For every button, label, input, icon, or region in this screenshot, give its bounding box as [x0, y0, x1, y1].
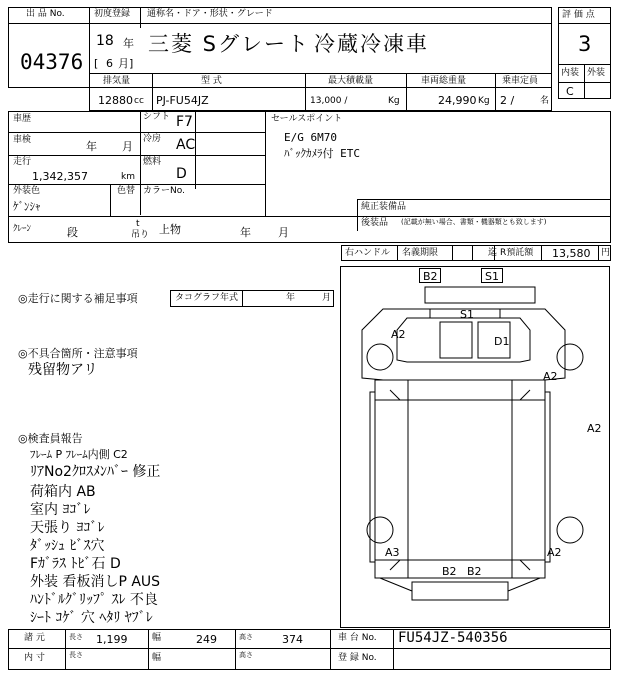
report-line-3: 荷箱内 AB [30, 484, 96, 500]
inspection-year-unit: 年 [86, 140, 97, 153]
shift-label: シフト [143, 112, 171, 122]
interior-dims-label: 内 寸 [24, 653, 45, 663]
inspection-month-unit: 月 [122, 140, 133, 153]
inspector-title: ◎検査員報告 [18, 432, 83, 445]
reg-year-unit: 年 [123, 37, 134, 50]
chassis-label: 車 台 No. [338, 633, 377, 643]
crane-label: ｸﾚｰﾝ [13, 224, 32, 234]
mileage-unit: km [121, 172, 135, 182]
loadcap-label: 最大積載量 [328, 76, 374, 86]
width-value: 249 [196, 633, 217, 646]
aftermarket-note: (記載が無い場合、書類・機器類とも致します) [401, 218, 547, 226]
first-reg-label: 初度登録 [94, 9, 131, 19]
recycle-label: R預託額 [500, 248, 534, 258]
name-label: 通称名・ドア・形状・グレード [147, 9, 273, 19]
damage-mark-a2-right-body: A2 [587, 422, 602, 435]
dims-label: 諸 元 [24, 633, 45, 643]
damage-mark-a2-right-rear: A2 [547, 546, 562, 559]
report-line-1: ﾌﾚｰﾑ P ﾌﾚｰﾑ内側 C2 [30, 448, 128, 461]
crane-joubou: 上物 [159, 223, 181, 236]
reg-month-open: [ [94, 57, 99, 70]
yen-unit: 円 [601, 248, 611, 258]
sales-line-1: E/G 6M70 [284, 131, 337, 144]
report-line-9: ﾊﾝﾄﾞﾙｸﾞﾘｯﾌﾟ ｽﾚ 不良 [30, 592, 158, 608]
sales-line-2: ﾊﾞｯｸｶﾒﾗ付 ETC [284, 147, 360, 160]
width-label: 幅 [152, 633, 162, 643]
ac-value: AC [176, 137, 196, 153]
damage-mark-a2-right-front: A2 [543, 370, 558, 383]
mileage-value: 1,342,357 [32, 170, 88, 183]
length-value: 1,199 [96, 633, 128, 646]
damage-mark-s1-cab: S1 [460, 308, 474, 321]
gvw-value: 24,990 [438, 94, 477, 107]
interior-length-label: 長さ [69, 651, 83, 659]
inspection-label: 車検 [13, 135, 32, 145]
chassis-number: FU54JZ-540356 [398, 630, 508, 646]
capacity-value: 2 / [500, 94, 515, 107]
report-line-6: ﾀﾞｯｼｭ ﾋﾞｽ穴 [30, 538, 105, 554]
drive-notes-title: ◎走行に関する補足事項 [18, 292, 138, 305]
report-line-8: 外装 看板消しP AUS [30, 574, 161, 590]
aftermarket-label: 後装品 [361, 218, 389, 228]
body-type: 冷蔵冷凍車 [314, 32, 429, 56]
exterior-label: 外装 [587, 68, 606, 78]
report-line-2: ﾘｱNo2ｸﾛｽﾒﾝﾊﾞｰ 修正 [30, 464, 161, 480]
shift-value: F7 [176, 114, 193, 130]
color-change-label: 色替 [117, 186, 136, 196]
crane-dan: 段 [67, 226, 78, 239]
height-value: 374 [282, 633, 303, 646]
model-label: 型 式 [201, 76, 222, 86]
interior-grade: C [566, 85, 574, 98]
gvw-label: 車両総重量 [421, 76, 467, 86]
displacement-label: 排気量 [103, 76, 131, 86]
lot-number: 04376 [20, 50, 84, 74]
tacho-month-unit: 月 [322, 293, 332, 303]
genuine-equip-label: 純正装備品 [361, 202, 407, 212]
fuel-label: 燃料 [143, 157, 162, 167]
tacho-label: タコグラフ年式 [175, 293, 239, 303]
displacement-unit: cc [134, 96, 144, 106]
damage-mark-s1-top: S1 [485, 270, 499, 283]
ext-color-value: ｹﾞﾝｼｬ [13, 200, 41, 213]
reg-year: 18 [96, 33, 114, 49]
crane-ton: t [136, 219, 140, 229]
capacity-label: 乗車定員 [502, 76, 539, 86]
height-label: 高さ [239, 633, 253, 641]
damage-mark-b2-rear-left: B2 [442, 565, 457, 578]
recycle-amount: 13,580 [552, 247, 591, 260]
damage-mark-b2-rear-right: B2 [467, 565, 482, 578]
report-line-4: 室内 ﾖｺﾞﾚ [30, 502, 91, 518]
interior-height-label: 高さ [239, 651, 253, 659]
name-change-label: 名義期限 [402, 248, 439, 258]
loadcap-unit: Kg [388, 96, 400, 106]
registration-label: 登 録 No. [338, 653, 377, 663]
ac-label: 冷房 [143, 134, 162, 144]
damage-mark-a2-left-cab: A2 [391, 328, 406, 341]
displacement-value: 12880 [98, 94, 133, 107]
deadline-suffix: 迄 [488, 248, 498, 258]
length-label: 長さ [69, 633, 83, 641]
reg-month: 6 [106, 57, 113, 70]
interior-width-label: 幅 [152, 653, 162, 663]
sales-point-label: セールスポイント [271, 114, 343, 124]
score-label: 評 価 点 [562, 10, 595, 20]
interior-label: 内装 [561, 68, 580, 78]
lot-label: 出 品 No. [26, 9, 65, 19]
damage-mark-a3-left-rear: A3 [385, 546, 400, 559]
capacity-unit: 名 [540, 96, 550, 106]
rhd-flag: 右ハンドル [345, 248, 391, 258]
vehicle-name: 三菱 Sグレート [148, 32, 311, 56]
color-code-label: カラーNo. [143, 186, 185, 196]
history-label: 車歴 [13, 114, 32, 124]
score-value: 3 [578, 32, 592, 56]
mileage-label: 走行 [13, 157, 32, 167]
ext-color-label: 外装色 [13, 186, 41, 196]
crane-tsuri: 吊り [131, 230, 150, 240]
report-line-5: 天張り ﾖｺﾞﾚ [30, 520, 105, 536]
crane-month-unit: 月 [278, 226, 289, 239]
report-line-7: Fｶﾞﾗｽ ﾄﾋﾞ石 D [30, 556, 121, 572]
loadcap-value: 13,000 / [310, 96, 348, 106]
crane-year-unit: 年 [240, 226, 251, 239]
damage-mark-b2-top: B2 [423, 270, 438, 283]
gvw-unit: Kg [478, 96, 490, 106]
reg-month-unit: 月] [118, 57, 134, 70]
tacho-year-unit: 年 [286, 293, 296, 303]
defect-title: ◎不具合箇所・注意事項 [18, 347, 138, 360]
model-value: PJ-FU54JZ [156, 94, 209, 107]
report-line-10: ｼｰﾄ ｺｹﾞ 穴 ﾍﾀﾘ ﾔﾌﾞﾚ [30, 610, 153, 626]
damage-mark-d1: D1 [494, 335, 510, 348]
defect-text: 残留物アリ [28, 362, 98, 378]
fuel-value: D [176, 166, 187, 182]
